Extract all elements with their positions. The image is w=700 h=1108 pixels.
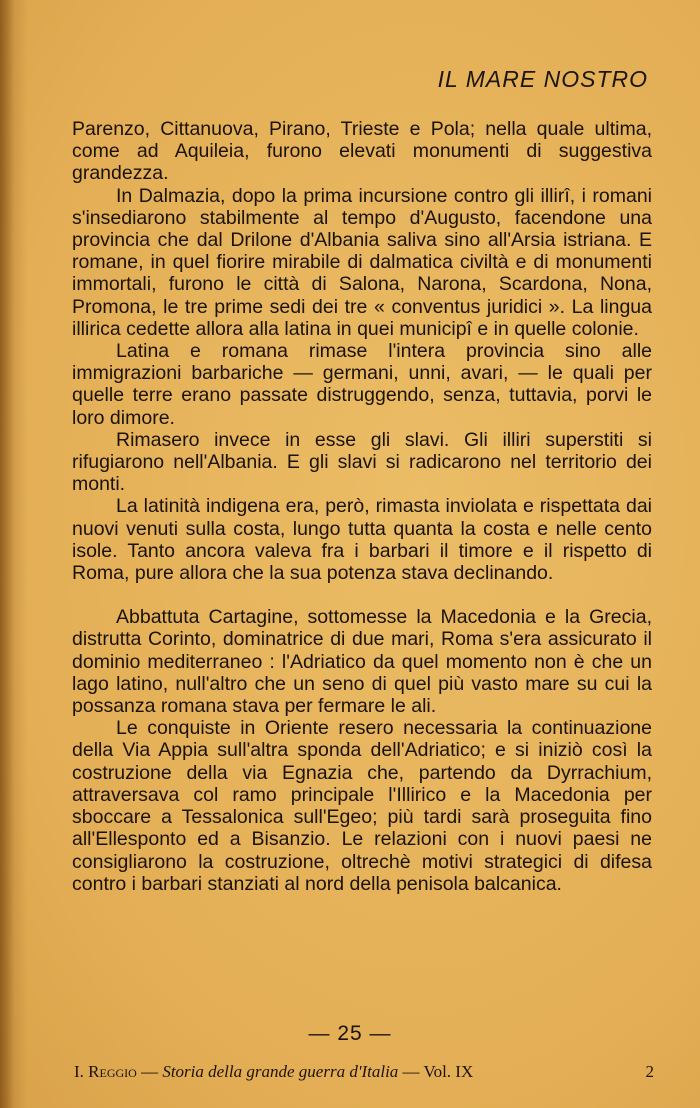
running-header: IL MARE NOSTRO (437, 66, 648, 92)
footer-book-title: Storia della grande guerra d'Italia (162, 1062, 399, 1081)
paragraph: In Dalmazia, dopo la prima incursione contro gli illirî, i romani s'insediarono stabilmente al tempo d'Augusto, facendone una provincia che dal Drilone d'Albania saliva sino all'Arsia istriana. E romane, in quel fiorire mirabile di dalmatica civiltà e di monumenti immortali, furono le città di Salona, Narona, Scardona, Nona, Promona, le tre prime sedi dei tre « conventus juridici ». La lingua illirica cedette allora alla latina in quei municipî e in quelle colonie. (72, 184, 652, 340)
footer-signature-mark: 2 (645, 1062, 654, 1081)
footer-volume: Vol. IX (423, 1062, 474, 1081)
footer (74, 1062, 654, 1082)
paragraph: Rimasero invece in esse gli slavi. Gli illiri superstiti si rifugiarono nell'Albania. E gli slavi si radicarono nel territorio dei monti. (72, 428, 652, 496)
paragraph: Le conquiste in Oriente resero necessaria la continuazione della Via Appia sull'altra sponda dell'Adriatico; e si iniziò così la costruzione della via Egnazia che, partendo da Dyrrachium, attraversava col ramo principale l'Illirico e la Macedonia per sboccare a Tessalonica sull'Egeo; più tardi sarà proseguita fino all'Ellesponto ed a Bisanzio. Le relazioni con i nuovi paesi ne consigliarono la costruzione, oltrechè motivi strategici di difesa contro i barbari stanziati al nord della penisola balcanica. (72, 717, 652, 895)
section-break (72, 584, 652, 606)
paragraph: La latinità indigena era, però, rimasta inviolata e rispettata dai nuovi venuti sulla costa, lungo tutta quanta la costa e nelle cento isole. Tanto ancora valeva fra i barbari il timore e il rispetto di Roma, pure allora che la sua potenza stava declinando. (72, 495, 652, 585)
paragraph: Abbattuta Cartagine, sottomesse la Macedonia e la Grecia, distrutta Corinto, dominatrice di due mari, Roma s'era assicurato il dominio mediterraneo : l'Adriatico da quel momento non è che un lago latino, null'altro che un seno di quel più vasto mare su cui la possanza romana stava per fermare le ali. (72, 606, 652, 718)
spine-shadow (0, 0, 14, 1108)
footer-author: I. Reggio (74, 1062, 137, 1081)
paragraph: Parenzo, Cittanuova, Pirano, Trieste e Pola; nella quale ultima, come ad Aquileia, furono elevati monumenti di suggestiva grandezza. (72, 118, 652, 185)
paragraph: Latina e romana rimase l'intera provincia sino alle immigrazioni barbariche — germani, unni, avari, — le quali per quelle terre erano passate distruggendo, senza, tuttavia, porvi le loro dimore. (72, 340, 652, 429)
footer-separator: — (136, 1062, 163, 1081)
page-number: — 25 — (308, 1022, 392, 1045)
footer-separator: — (398, 1062, 424, 1081)
body-text (72, 118, 652, 895)
